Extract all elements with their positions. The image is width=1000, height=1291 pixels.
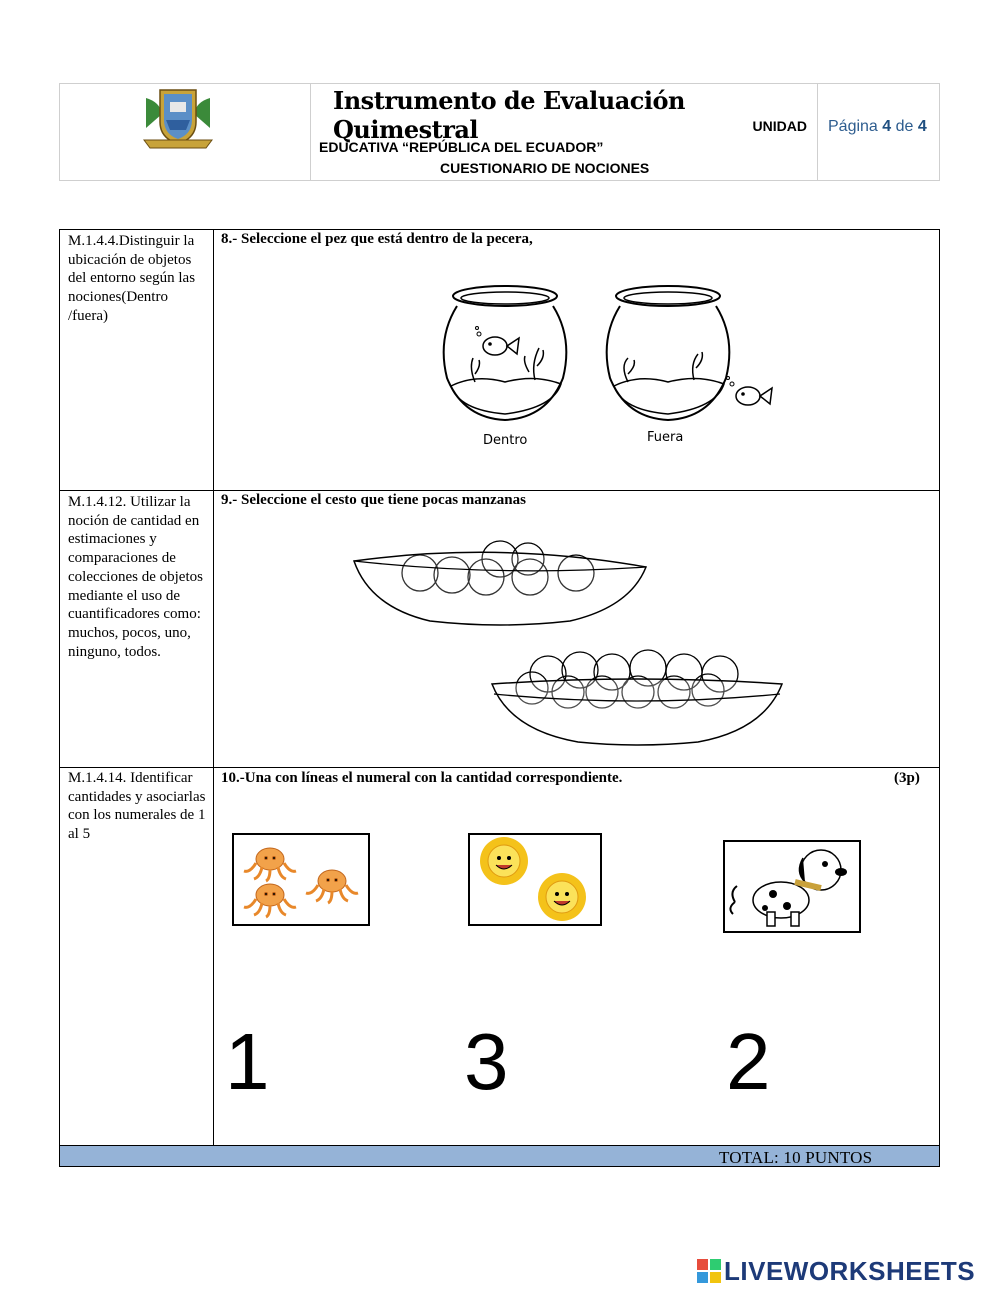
watermark-text: LIVEWORKSHEETS <box>724 1256 976 1286</box>
octopus-three-icon[interactable] <box>232 833 370 926</box>
document-title: Instrumento de Evaluación Quimestral <box>333 86 685 144</box>
total-points: TOTAL: 10 PUNTOS <box>719 1148 873 1167</box>
sun-two-icon[interactable] <box>468 833 602 926</box>
numeral[interactable]: 2 <box>726 1017 771 1106</box>
question-8: 8.- Seleccione el pez que está dentro de la pecera, <box>221 231 533 247</box>
criterion-text: M.1.4.14. Identificar cantidades y asociarlas con los numerales de 1 al 5 <box>68 770 206 843</box>
dog-one-icon[interactable] <box>723 840 861 933</box>
numeral[interactable]: 1 <box>225 1017 270 1106</box>
header-title-cell <box>311 84 818 180</box>
label-inside: Dentro <box>483 433 528 448</box>
subject-title: CUESTIONARIO DE NOCIONES <box>440 160 650 176</box>
fishbowl-inside-icon[interactable] <box>435 278 590 448</box>
column-divider <box>213 230 214 1145</box>
question-10: 10.-Una con líneas el numeral con la cantidad correspondiente. <box>221 770 623 786</box>
page-indicator <box>828 118 927 136</box>
document-header <box>59 83 940 181</box>
page-total: 4 <box>917 118 927 135</box>
unit-label: UNIDAD <box>752 118 807 134</box>
label-outside: Fuera <box>647 430 684 445</box>
fishbowl-outside-icon[interactable] <box>598 278 783 448</box>
page-of: de <box>895 118 914 135</box>
school-name: EDUCATIVA “REPÚBLICA DEL ECUADOR” <box>319 139 604 155</box>
row-divider <box>60 767 939 768</box>
criterion-text: M.1.4.12. Utilizar la noción de cantidad en estimaciones y comparaciones de colecciones de objetos mediante el uso de cuantificadores como: muchos, pocos, uno, ninguno, todos. <box>68 494 203 660</box>
question-9: 9.- Seleccione el cesto que tiene pocas manzanas <box>221 492 526 508</box>
bowl-few-apples-icon[interactable] <box>350 537 655 629</box>
page-current: 4 <box>882 118 892 135</box>
page-prefix: Página <box>828 118 878 135</box>
logo-cell <box>60 84 311 180</box>
criterion-text: M.1.4.4.Distinguir la ubicación de objetos del entorno según las nociones(Dentro /fuera) <box>68 233 196 324</box>
liveworksheets-logo-icon <box>697 1259 721 1283</box>
numeral[interactable]: 3 <box>464 1017 509 1106</box>
total-bar <box>60 1145 939 1166</box>
bowl-many-apples-icon[interactable] <box>488 644 788 749</box>
liveworksheets-watermark <box>697 1256 997 1288</box>
page-number-cell <box>818 84 939 180</box>
evaluation-table <box>59 229 940 1167</box>
school-crest-icon <box>140 84 216 150</box>
points-label: (3p) <box>894 770 920 786</box>
row-divider <box>60 490 939 491</box>
